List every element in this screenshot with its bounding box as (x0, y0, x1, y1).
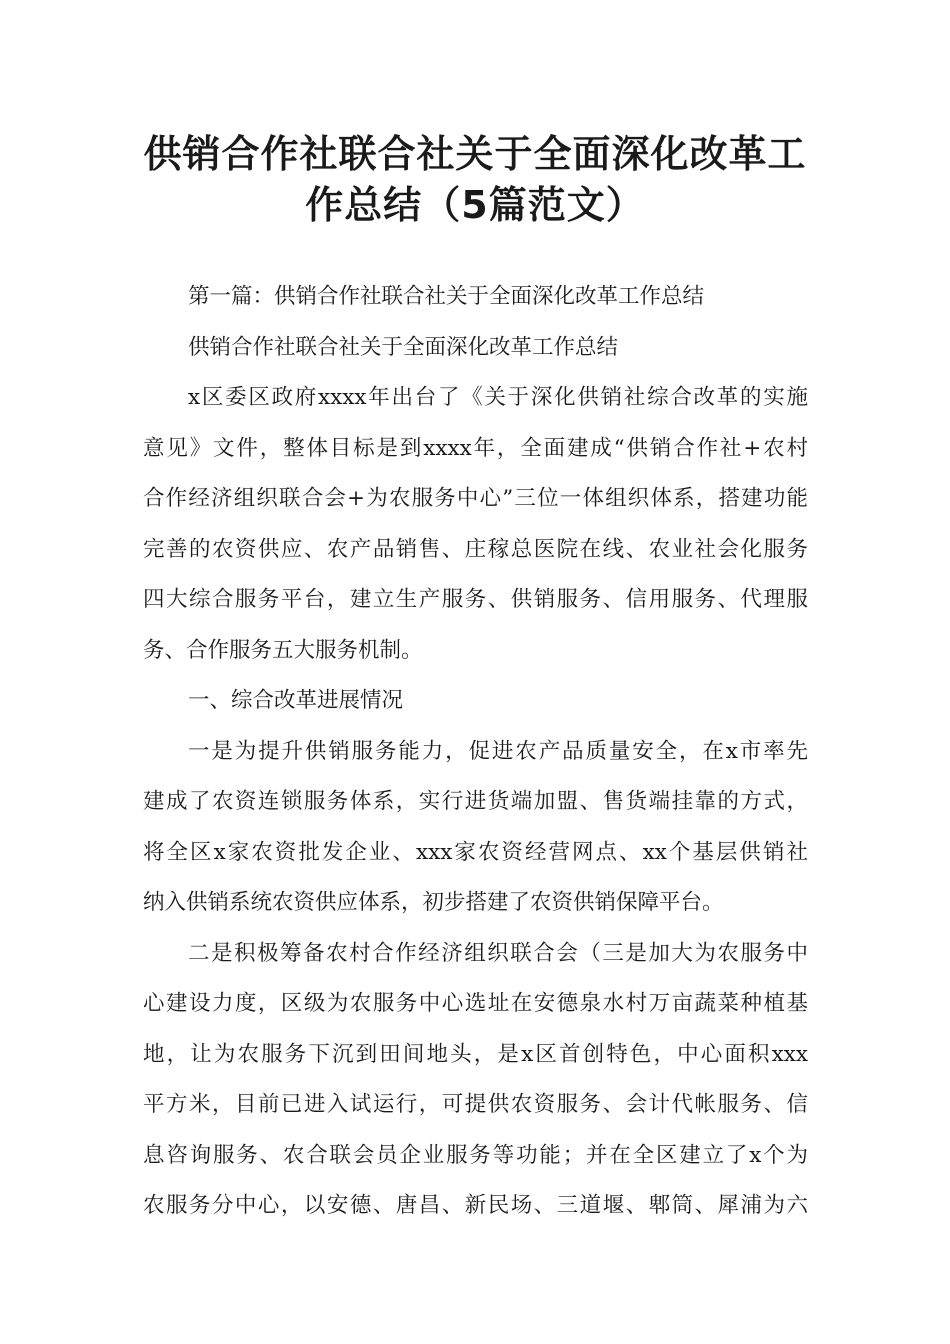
document-title-line-1: 供销合作社联合社关于全面深化改革工 (143, 132, 807, 176)
body-line: 平方米，目前已进入试运行，可提供农资服务、会计代帐服务、信 (143, 1092, 808, 1117)
body-line: 农服务分中心，以安德、唐昌、新民场、三道堰、郫筒、犀浦为六 (143, 1193, 808, 1218)
body-line: 息咨询服务、农合联会员企业服务等功能；并在全区建立了x个为 (143, 1142, 808, 1168)
body-line: 务、合作服务五大服务机制。 (143, 637, 423, 663)
body-line: 一、综合改革进展情况 (188, 688, 404, 713)
body-line: 建成了农资连锁服务体系，实行进货端加盟、售货端挂靠的方式， (143, 789, 808, 814)
body-line: 四大综合服务平台，建立生产服务、供销服务、信用服务、代理服 (143, 587, 808, 612)
body-line: 完善的农资供应、农产品销售、庄稼总医院在线、农业社会化服务 (143, 536, 808, 562)
body-line: 纳入供销系统农资供应体系，初步搭建了农资供销保障平台。 (143, 890, 724, 915)
document-title-line-2: 作总结（5篇范文） (305, 183, 645, 227)
body-line: 二是积极筹备农村合作经济组织联合会（三是加大为农服务中 (188, 940, 808, 966)
body-line: 第一篇：供销合作社联合社关于全面深化改革工作总结 (188, 284, 705, 309)
body-line: 将全区x家农资批发企业、xxx家农资经营网点、xx个基层供销社 (143, 839, 808, 865)
body-line: 心建设力度，区级为农服务中心选址在安德泉水村万亩蔬菜种植基 (143, 991, 808, 1016)
document-body (143, 272, 808, 1232)
body-line: 一是为提升供销服务能力，促进农产品质量安全，在x市率先 (188, 738, 808, 764)
body-line: x区委区政府xxxx年出台了《关于深化供销社综合改革的实施 (188, 385, 808, 410)
body-line: 供销合作社联合社关于全面深化改革工作总结 (188, 334, 619, 360)
body-line: 合作经济组织联合会+为农服务中心”三位一体组织体系，搭建功能 (143, 486, 808, 511)
body-line: 地，让为农服务下沉到田间地头，是x区首创特色，中心面积xxx (143, 1041, 808, 1067)
body-line: 意见》文件，整体目标是到xxxx年，全面建成“供销合作社+农村 (143, 435, 808, 461)
